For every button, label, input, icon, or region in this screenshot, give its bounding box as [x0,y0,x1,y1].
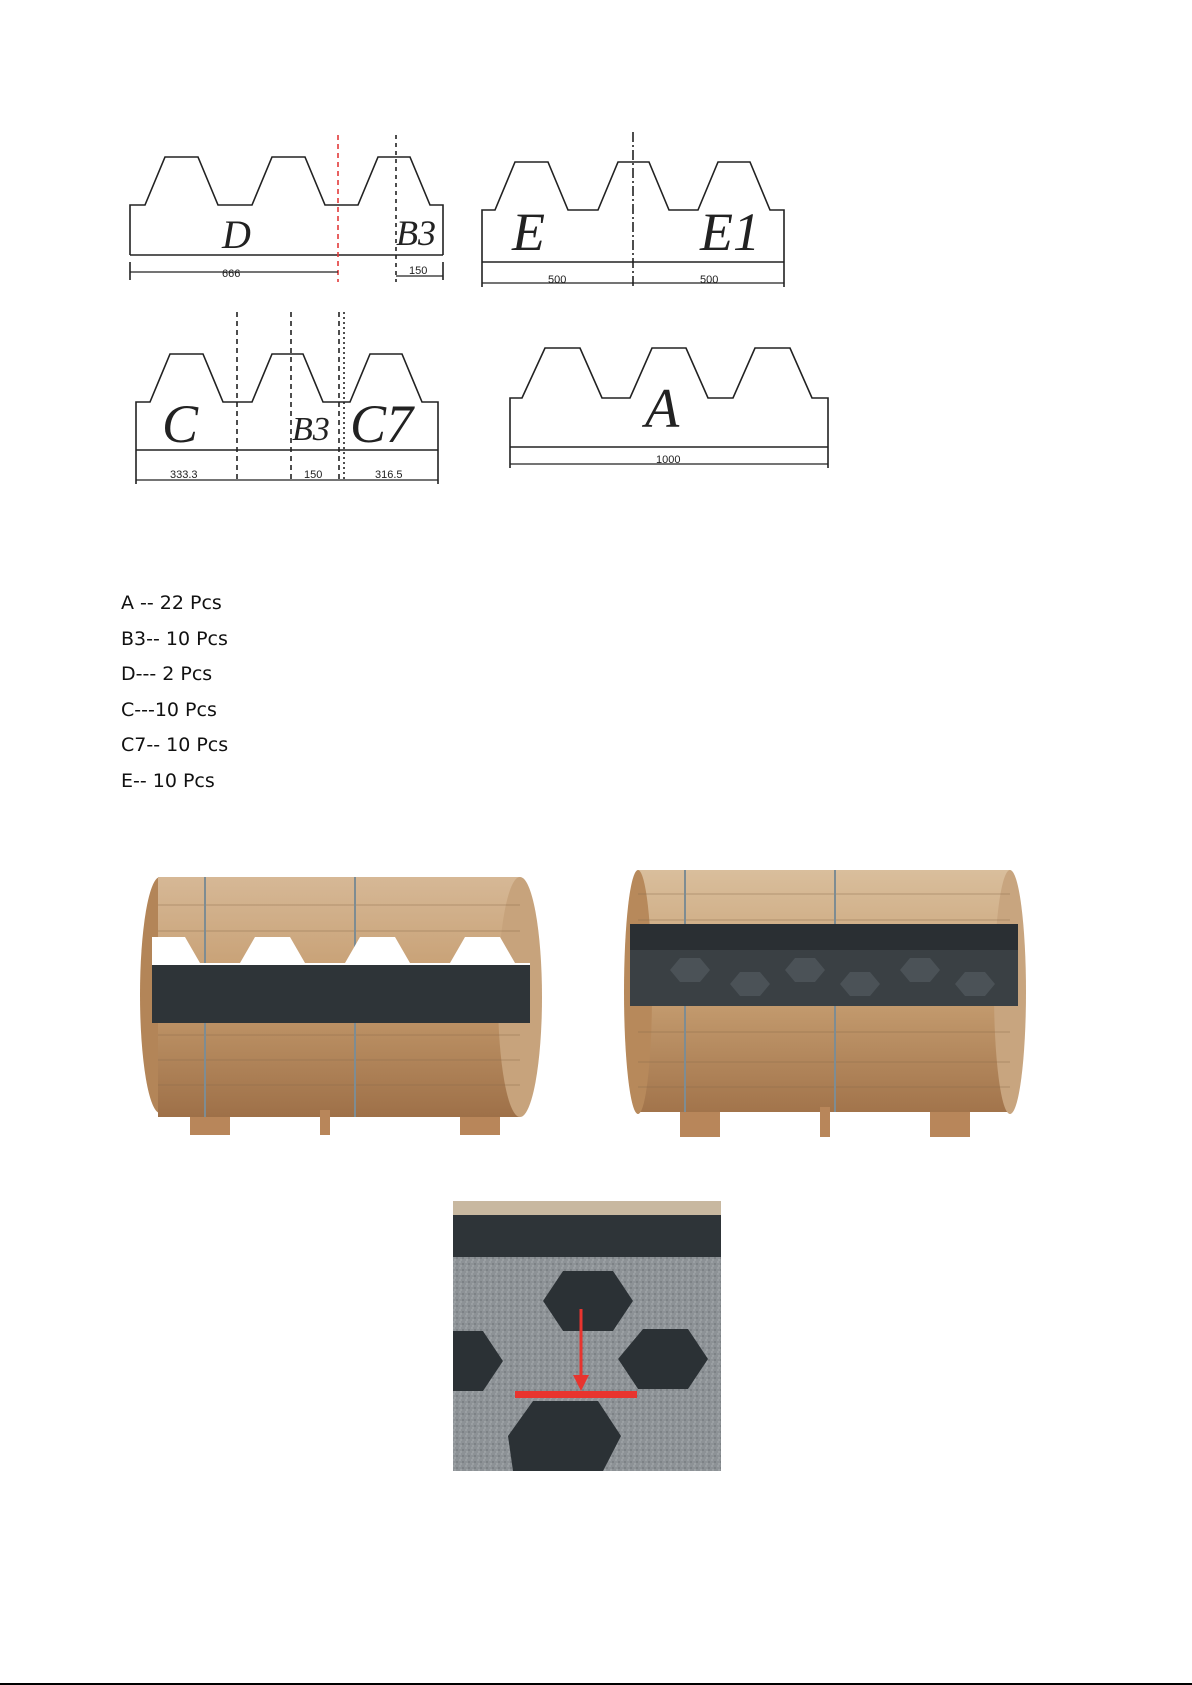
dim-500-right: 500 [700,274,719,286]
list-item: E-- 10 Pcs [121,769,215,792]
piece-count-list [121,586,228,800]
label-e1: E1 [700,202,760,262]
label-b3-bottom: B3 [292,411,330,448]
label-e: E [512,202,545,262]
list-item: C7-- 10 Pcs [121,734,229,757]
barrel-photo-left [130,865,550,1135]
dim-316: 316.5 [375,469,403,481]
list-item: D--- 2 Pcs [121,663,213,686]
dim-150-bottom: 150 [304,469,323,481]
label-d: D [222,212,251,257]
list-item: A -- 22 Pcs [121,592,222,614]
dim-666: 666 [222,268,241,280]
diagram-d-b3 [130,135,443,282]
shingle-closeup-photo [453,1201,721,1471]
label-a: A [645,378,680,440]
dim-333: 333.3 [170,469,198,481]
list-item: C---10 Pcs [121,698,217,721]
dim-1000: 1000 [656,454,681,466]
shingle-cut-diagrams [0,0,1192,520]
barrel-photo-right [620,862,1028,1137]
label-c7: C7 [350,394,414,454]
dim-500-left: 500 [548,274,567,286]
label-b3-top: B3 [396,213,436,253]
dim-150-top: 150 [409,265,428,277]
label-c: C [162,394,199,454]
list-item: B3-- 10 Pcs [121,627,228,650]
